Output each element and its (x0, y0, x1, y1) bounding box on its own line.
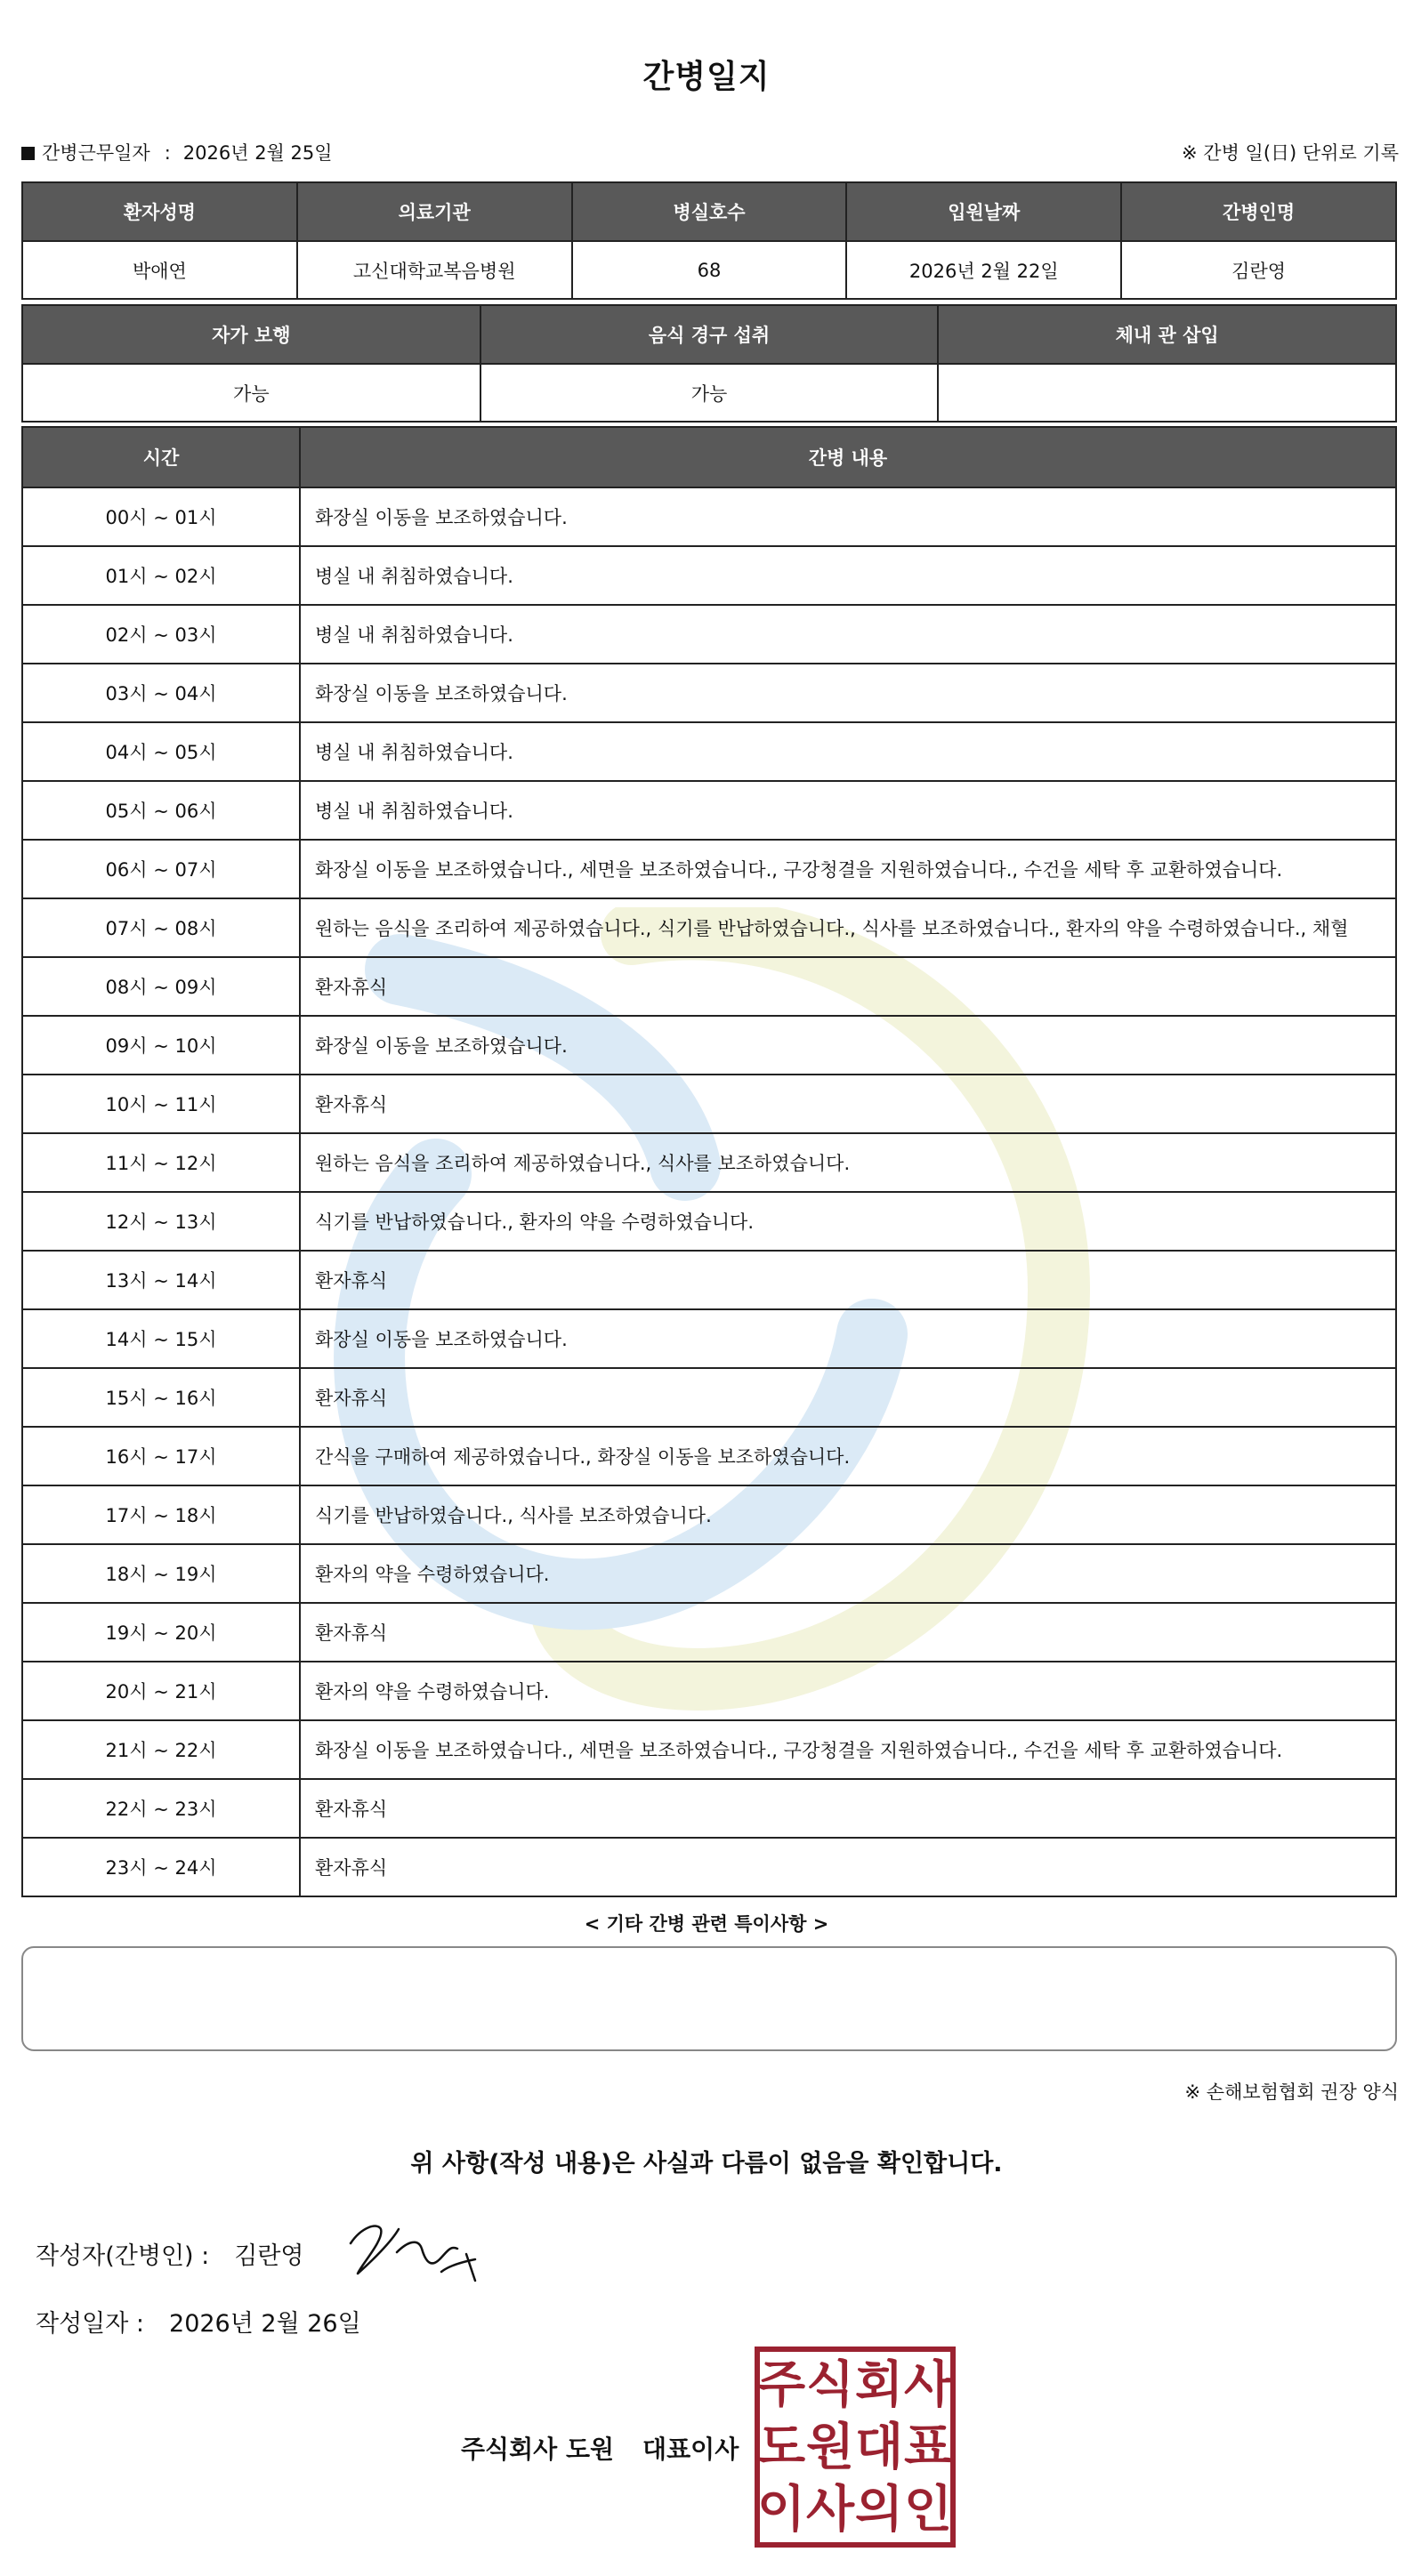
seal-glyph: 사 (903, 2356, 953, 2414)
content-cell: 병실 내 취침하였습니다. (300, 546, 1396, 605)
content-cell: 원하는 음식을 조리하여 제공하였습니다., 식기를 반납하였습니다., 식사를 보조하였습니다., 환자의 약을 수령하였습니다., 채혈 (300, 898, 1396, 957)
content-cell: 환자휴식 (300, 1251, 1396, 1309)
time-cell: 08시 ~ 09시 (22, 957, 300, 1016)
care-log-body (22, 487, 1396, 1896)
header-care-content: 간병 내용 (300, 427, 1396, 487)
time-cell: 19시 ~ 20시 (22, 1603, 300, 1662)
content-cell: 환자휴식 (300, 1368, 1396, 1427)
seal-glyph: 대 (854, 2419, 904, 2476)
content-cell: 화장실 이동을 보조하였습니다., 세면을 보조하였습니다., 구강청결을 지원하였습니다., 수건을 세탁 후 교환하였습니다. (300, 1720, 1396, 1779)
time-cell: 06시 ~ 07시 (22, 840, 300, 898)
time-cell: 17시 ~ 18시 (22, 1485, 300, 1544)
table-row (22, 1720, 1396, 1779)
time-cell: 20시 ~ 21시 (22, 1662, 300, 1720)
table-row (22, 664, 1396, 722)
patient-status-value-row (22, 364, 1396, 422)
work-date-line (21, 139, 333, 165)
time-cell: 07시 ~ 08시 (22, 898, 300, 957)
content-cell: 환자휴식 (300, 957, 1396, 1016)
time-cell: 05시 ~ 06시 (22, 781, 300, 840)
time-cell: 04시 ~ 05시 (22, 722, 300, 781)
content-cell: 병실 내 취침하였습니다. (300, 781, 1396, 840)
content-cell: 환자휴식 (300, 1075, 1396, 1133)
ceo-title: 대표이사 (642, 2435, 739, 2464)
time-cell: 03시 ~ 04시 (22, 664, 300, 722)
seal-glyph: 원 (805, 2419, 855, 2476)
seal-glyph: 이 (756, 2481, 806, 2539)
table-row (22, 1838, 1396, 1896)
patient-status-header-row (22, 305, 1396, 364)
table-row (22, 605, 1396, 664)
table-row (22, 487, 1396, 546)
table-row (22, 722, 1396, 781)
time-cell: 18시 ~ 19시 (22, 1544, 300, 1603)
header-tube-insertion: 체내 관 삽입 (938, 305, 1396, 364)
content-cell: 환자휴식 (300, 1838, 1396, 1896)
record-unit-note: ※ 간병 일(日) 단위로 기록 (1182, 142, 1399, 164)
header-admission-date: 입원날짜 (846, 182, 1121, 241)
table-row (22, 546, 1396, 605)
form-source-note: ※ 손해보험협회 권장 양식 (1184, 2081, 1399, 2103)
patient-info-header-row (22, 182, 1396, 241)
table-row (22, 1485, 1396, 1544)
seal-glyph: 사 (805, 2481, 855, 2539)
time-cell: 10시 ~ 11시 (22, 1075, 300, 1133)
confirmation-statement: 위 사항(작성 내용)은 사실과 다름이 없음을 확인합니다. (410, 2150, 1003, 2178)
time-cell: 12시 ~ 13시 (22, 1192, 300, 1251)
time-cell: 15시 ~ 16시 (22, 1368, 300, 1427)
institution-name: 고신대학교복음병원 (297, 241, 572, 299)
writer-label: 작성자(간병인) : (36, 2242, 210, 2270)
content-cell: 환자휴식 (300, 1779, 1396, 1838)
content-cell: 환자휴식 (300, 1603, 1396, 1662)
table-row (22, 1133, 1396, 1192)
time-cell: 22시 ~ 23시 (22, 1779, 300, 1838)
table-row (22, 1016, 1396, 1075)
content-cell: 환자의 약을 수령하였습니다. (300, 1662, 1396, 1720)
page-title: 간병일지 (642, 59, 771, 95)
content-cell: 화장실 이동을 보조하였습니다., 세면을 보조하였습니다., 구강청결을 지원하였습니다., 수건을 세탁 후 교환하였습니다. (300, 840, 1396, 898)
time-cell: 02시 ~ 03시 (22, 605, 300, 664)
work-date-label: 간병근무일자 (42, 142, 150, 164)
table-row (22, 781, 1396, 840)
time-cell: 23시 ~ 24시 (22, 1838, 300, 1896)
content-cell: 환자의 약을 수령하였습니다. (300, 1544, 1396, 1603)
content-cell: 화장실 이동을 보조하였습니다. (300, 664, 1396, 722)
handwritten-signature (342, 2210, 493, 2290)
self-walking-value: 가능 (22, 364, 480, 422)
content-cell: 식기를 반납하였습니다., 식사를 보조하였습니다. (300, 1485, 1396, 1544)
seal-glyph: 도 (756, 2419, 806, 2476)
work-date-separator: : (164, 142, 171, 164)
patient-name: 박애연 (22, 241, 297, 299)
table-row (22, 1544, 1396, 1603)
care-log-header-row (22, 427, 1396, 487)
bullet-square-icon (21, 147, 35, 160)
header-oral-intake: 음식 경구 섭취 (480, 305, 939, 364)
content-cell: 병실 내 취침하였습니다. (300, 722, 1396, 781)
table-row (22, 1427, 1396, 1485)
content-cell: 병실 내 취침하였습니다. (300, 605, 1396, 664)
time-cell: 11시 ~ 12시 (22, 1133, 300, 1192)
table-row (22, 840, 1396, 898)
notes-title: < 기타 간병 관련 특이사항 > (584, 1913, 829, 1935)
table-row (22, 1309, 1396, 1368)
content-cell: 화장실 이동을 보조하였습니다. (300, 487, 1396, 546)
table-row (22, 898, 1396, 957)
seal-glyph: 식 (805, 2356, 855, 2414)
time-cell: 01시 ~ 02시 (22, 546, 300, 605)
table-row (22, 957, 1396, 1016)
header-room-number: 병실호수 (572, 182, 847, 241)
content-cell: 화장실 이동을 보조하였습니다. (300, 1309, 1396, 1368)
patient-info-value-row (22, 241, 1396, 299)
table-row (22, 1192, 1396, 1251)
header-caregiver-name: 간병인명 (1121, 182, 1396, 241)
table-row (22, 1603, 1396, 1662)
seal-glyph: 표 (903, 2419, 953, 2476)
time-cell: 21시 ~ 22시 (22, 1720, 300, 1779)
care-log-table (21, 426, 1397, 1897)
time-cell: 14시 ~ 15시 (22, 1309, 300, 1368)
time-cell: 00시 ~ 01시 (22, 487, 300, 546)
writer-name: 김란영 (234, 2242, 304, 2270)
table-row (22, 1368, 1396, 1427)
time-cell: 16시 ~ 17시 (22, 1427, 300, 1485)
write-date-line (36, 2304, 361, 2339)
header-time: 시간 (22, 427, 300, 487)
header-patient-name: 환자성명 (22, 182, 297, 241)
room-number: 68 (572, 241, 847, 299)
time-cell: 13시 ~ 14시 (22, 1251, 300, 1309)
content-cell: 화장실 이동을 보조하였습니다. (300, 1016, 1396, 1075)
seal-glyph: 회 (854, 2356, 904, 2414)
oral-intake-value: 가능 (480, 364, 939, 422)
work-date-value: 2026년 2월 25일 (182, 142, 333, 164)
notes-box (21, 1946, 1397, 2051)
patient-status-table (21, 304, 1397, 423)
caregiver-name: 김란영 (1121, 241, 1396, 299)
header-institution: 의료기관 (297, 182, 572, 241)
table-row (22, 1662, 1396, 1720)
writer-line (36, 2236, 304, 2271)
seal-glyph: 주 (756, 2356, 806, 2414)
patient-info-table (21, 181, 1397, 300)
table-row (22, 1779, 1396, 1838)
content-cell: 식기를 반납하였습니다., 환자의 약을 수령하였습니다. (300, 1192, 1396, 1251)
content-cell: 원하는 음식을 조리하여 제공하였습니다., 식사를 보조하였습니다. (300, 1133, 1396, 1192)
company-line (461, 2430, 739, 2466)
seal-glyph: 인 (903, 2481, 953, 2539)
admission-date: 2026년 2월 22일 (846, 241, 1121, 299)
tube-insertion-value (938, 364, 1396, 422)
table-row (22, 1075, 1396, 1133)
header-self-walking: 자가 보행 (22, 305, 480, 364)
table-row (22, 1251, 1396, 1309)
company-name: 주식회사 도원 (461, 2435, 615, 2464)
company-seal (755, 2347, 956, 2548)
write-date-label: 작성일자 : (36, 2310, 145, 2338)
content-cell: 간식을 구매하여 제공하였습니다., 화장실 이동을 보조하였습니다. (300, 1427, 1396, 1485)
write-date-value: 2026년 2월 26일 (169, 2310, 361, 2338)
time-cell: 09시 ~ 10시 (22, 1016, 300, 1075)
seal-glyph: 의 (854, 2481, 904, 2539)
